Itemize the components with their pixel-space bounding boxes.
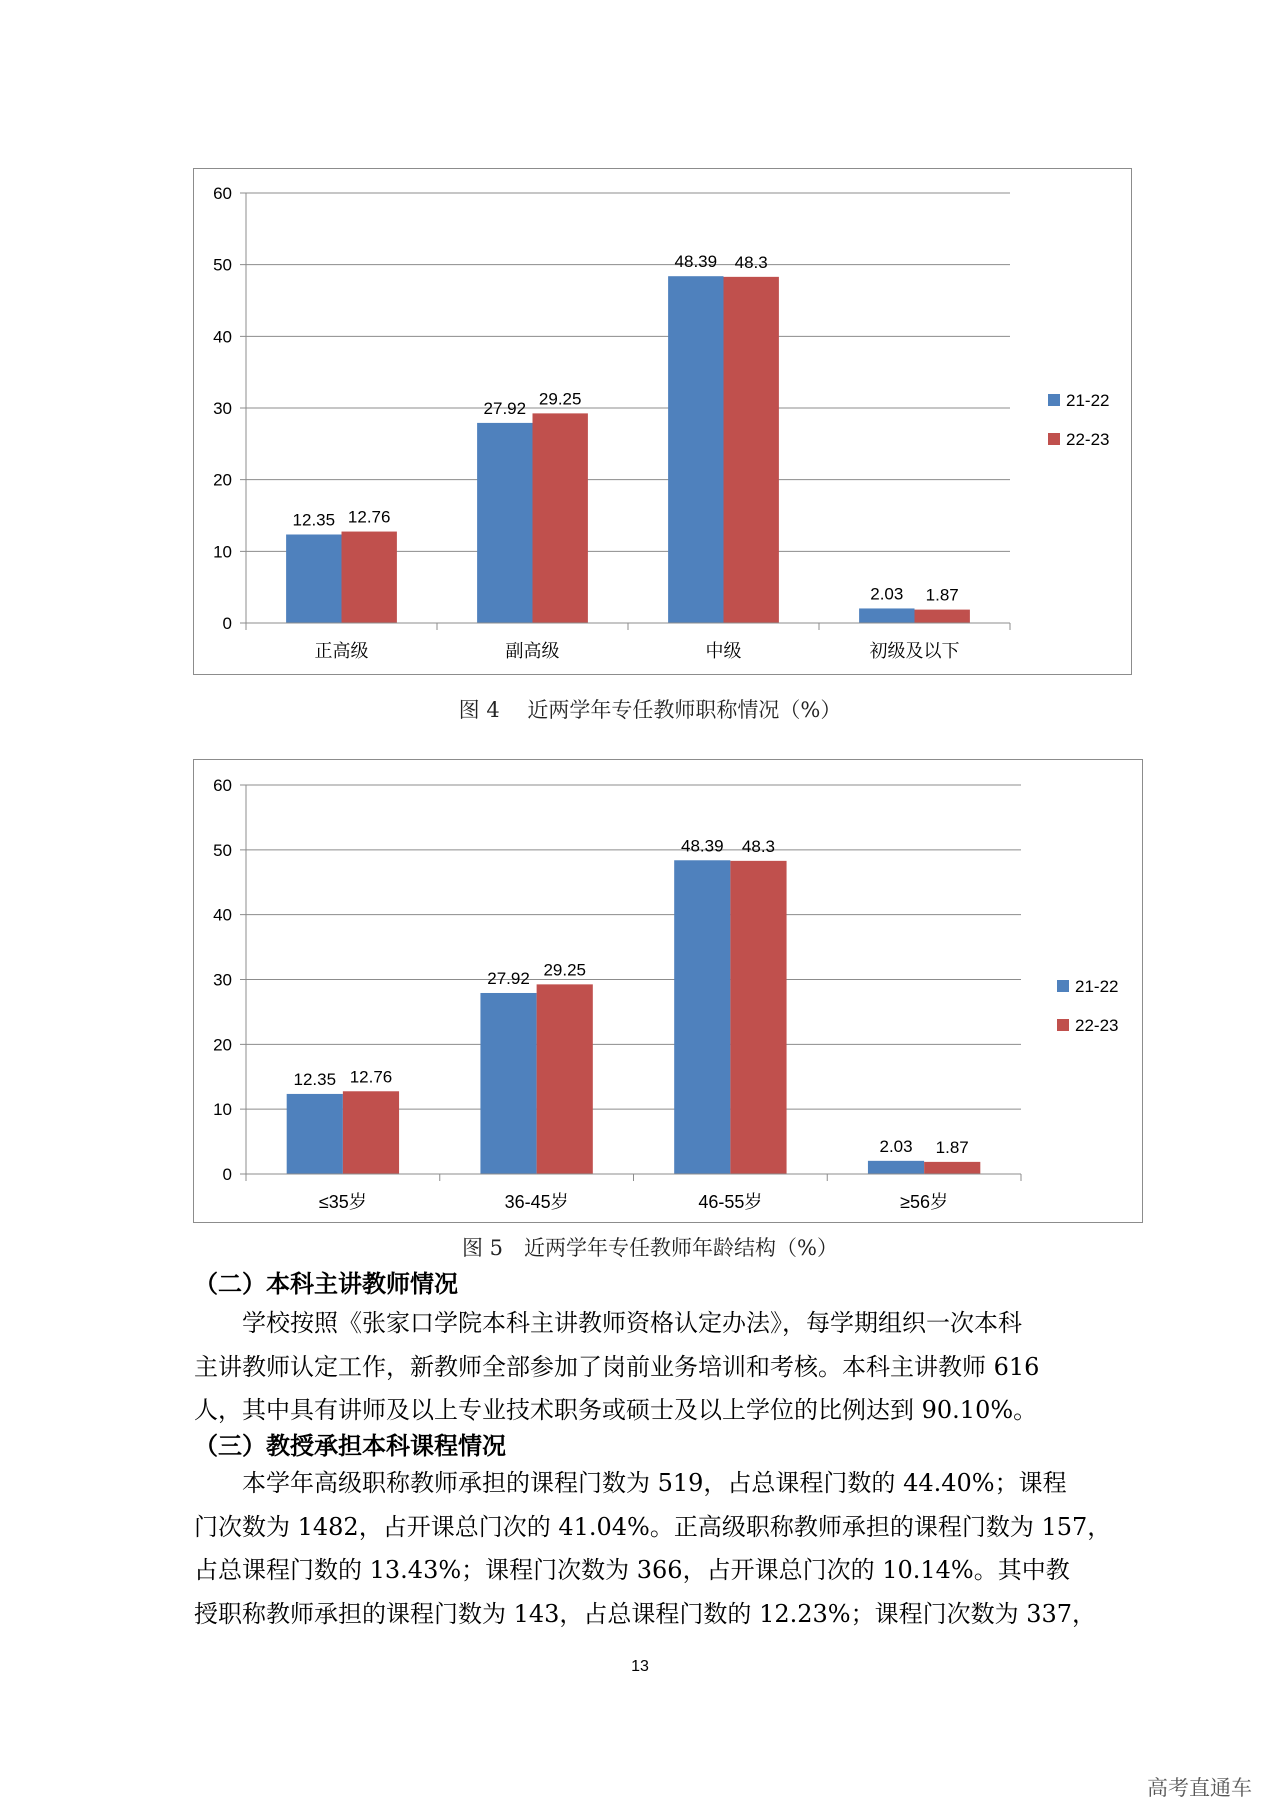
bar-21-22: [668, 276, 723, 623]
y-tick-label: 30: [213, 399, 232, 418]
paragraph-line: 门次数为 1482，占开课总门次的 41.04%。正高级职称教师承担的课程门数为 157，: [194, 1512, 1112, 1541]
bar-21-22: [477, 423, 532, 623]
paragraph-line: 学校按照《张家口学院本科主讲教师资格认定办法》，每学期组织一次本科: [242, 1309, 1022, 1337]
data-label: 12.76: [349, 1067, 393, 1087]
paragraph-lecturers: [194, 1302, 1084, 1433]
bar-22-23: [343, 1091, 399, 1174]
bar-22-23: [730, 861, 786, 1174]
legend-swatch: [1048, 433, 1060, 445]
y-tick-label: 50: [213, 840, 232, 860]
bar-22-23: [915, 610, 970, 623]
paragraph-line: 主讲教师认定工作，新教师全部参加了岗前业务培训和考核。本科主讲教师 616: [194, 1352, 1040, 1381]
x-category-label: 正高级: [314, 641, 369, 661]
chart-age-structure-svg: [194, 760, 1144, 1224]
legend-label: 22-23: [1075, 1016, 1119, 1035]
bar-22-23: [533, 413, 588, 623]
legend-swatch: [1057, 980, 1069, 992]
paragraph-line: 占总课程门数的 13.43%；课程门次数为 366，占开课总门次的 10.14%。其中教: [194, 1556, 1070, 1584]
x-category-label: 初级及以下: [869, 641, 960, 661]
x-category-label: ≥56岁: [900, 1192, 949, 1212]
legend-swatch: [1057, 1019, 1069, 1031]
bar-22-23: [537, 984, 593, 1174]
paragraph-professors: [194, 1462, 1112, 1636]
data-label: 12.35: [292, 510, 336, 530]
y-tick-label: 20: [213, 1035, 232, 1055]
y-tick-label: 30: [213, 970, 232, 990]
paragraph-line: 本学年高级职称教师承担的课程门数为 519，占总课程门数的 44.40%；课程: [242, 1469, 1067, 1497]
y-tick-label: 10: [213, 542, 232, 562]
x-category-label: 36-45岁: [504, 1192, 569, 1212]
page-number: 13: [631, 1658, 649, 1675]
chart-age-structure: [193, 759, 1143, 1223]
y-tick-label: 0: [222, 1165, 232, 1184]
x-category-label: 中级: [705, 641, 742, 661]
bar-21-22: [480, 993, 536, 1174]
y-tick-label: 10: [213, 1100, 232, 1120]
data-label: 27.92: [483, 398, 527, 418]
y-tick-label: 40: [213, 905, 232, 925]
paragraph-line: 人，其中具有讲师及以上专业技术职务或硕士及以上学位的比例达到 90.10%。: [194, 1396, 1038, 1424]
bar-22-23: [342, 532, 397, 623]
figure-4-caption: 图 4 近两学年专任教师职称情况（%）: [458, 698, 842, 722]
bar-22-23: [924, 1162, 980, 1174]
y-tick-label: 50: [213, 255, 232, 275]
legend-label: 21-22: [1075, 977, 1119, 996]
chart-title-distribution: [193, 168, 1132, 675]
y-tick-label: 60: [213, 776, 232, 795]
data-label: 27.92: [487, 968, 530, 988]
watermark: 高考直通车: [1147, 1776, 1252, 1800]
data-label: 1.87: [935, 1137, 969, 1157]
data-label: 48.39: [674, 252, 718, 272]
section-heading-professors: （三）教授承担本科课程情况: [194, 1432, 506, 1460]
chart-title-distribution-svg: [194, 169, 1133, 676]
legend-label: 22-23: [1066, 430, 1110, 449]
x-category-label: ≤35岁: [318, 1192, 367, 1212]
data-label: 12.35: [293, 1069, 337, 1089]
data-label: 29.25: [538, 389, 582, 409]
data-label: 48.3: [741, 836, 776, 856]
figure-5-caption: 图 5 近两学年专任教师年龄结构（%）: [462, 1236, 838, 1260]
y-tick-label: 60: [213, 184, 232, 203]
x-category-label: 46-55岁: [698, 1192, 763, 1212]
y-tick-label: 20: [213, 470, 232, 490]
legend-swatch: [1048, 394, 1060, 406]
data-label: 2.03: [879, 1136, 913, 1156]
bar-21-22: [286, 534, 341, 623]
bar-21-22: [287, 1094, 343, 1174]
data-label: 1.87: [925, 585, 959, 605]
section-heading-lecturers: （二）本科主讲教师情况: [194, 1270, 458, 1298]
x-category-label: 副高级: [505, 641, 560, 661]
paragraph-line: 授职称教师承担的课程门数为 143，占总课程门数的 12.23%；课程门次数为 337，: [194, 1599, 1097, 1628]
bar-21-22: [859, 608, 914, 623]
data-label: 48.3: [734, 252, 768, 272]
data-label: 48.39: [681, 836, 724, 856]
data-label: 2.03: [870, 584, 904, 604]
data-label: 29.25: [543, 960, 586, 980]
y-tick-label: 0: [222, 614, 232, 633]
bar-21-22: [674, 860, 730, 1174]
bar-21-22: [868, 1161, 924, 1174]
y-tick-label: 40: [213, 327, 232, 347]
data-label: 12.76: [347, 507, 391, 527]
bar-22-23: [724, 277, 779, 623]
legend-label: 21-22: [1066, 391, 1110, 410]
